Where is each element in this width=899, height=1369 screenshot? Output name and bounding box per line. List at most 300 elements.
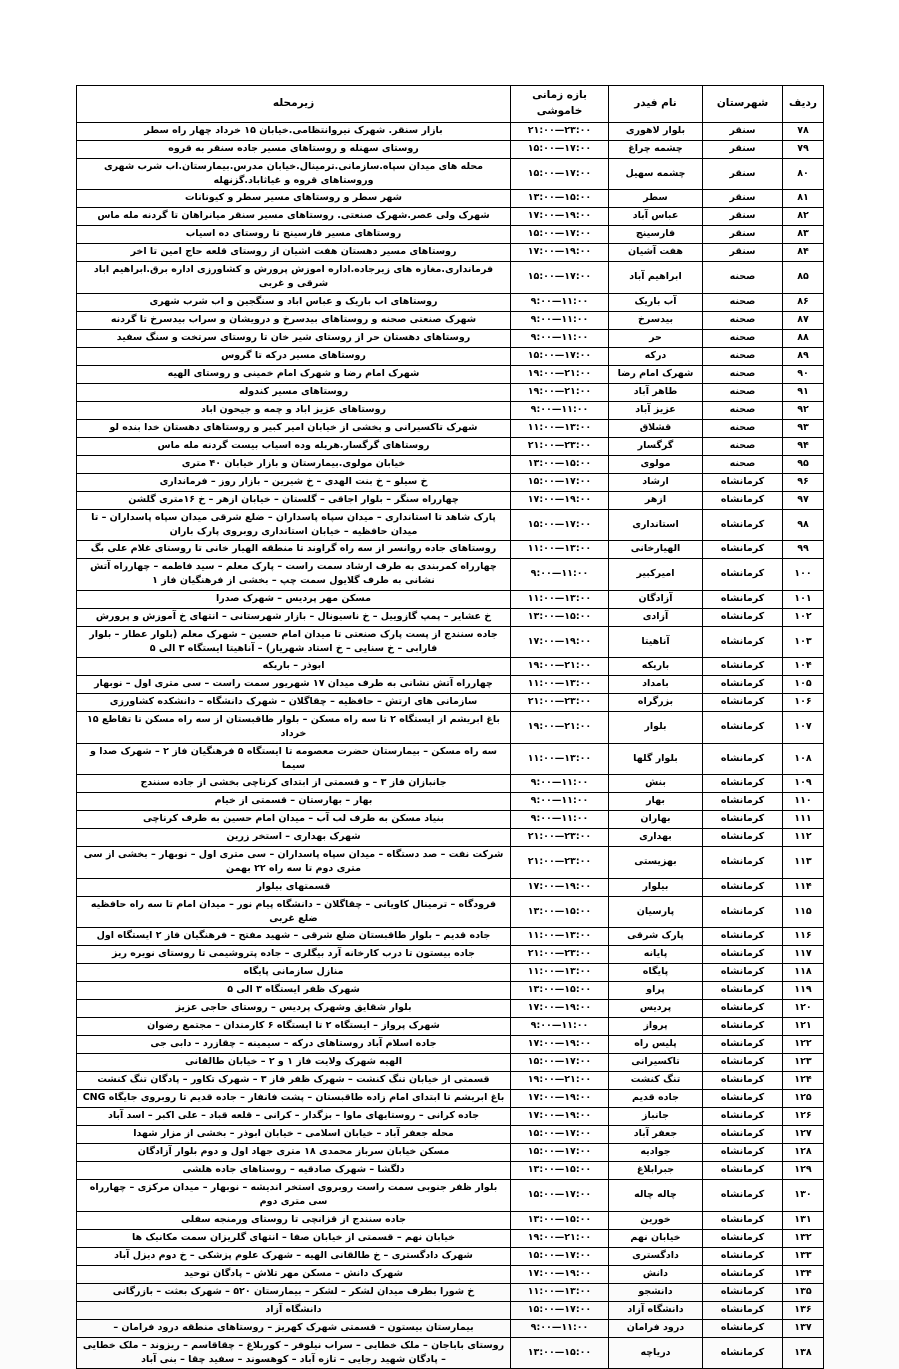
table-row <box>77 1090 824 1108</box>
table-row <box>77 946 824 964</box>
feeder-cell: الهیارخانی <box>609 541 703 559</box>
row-number-cell: ۱۲۶ <box>783 1108 824 1126</box>
feeder-cell: بیدسرخ <box>609 311 703 329</box>
time-range-cell: ۱۵:۰۰—۱۷:۰۰ <box>511 226 609 244</box>
feeder-cell: چاله چاله <box>609 1180 703 1212</box>
subarea-cell: باغ ابریشم از ایستگاه ۲ تا سه راه مسکن – بلوار طاقبستان از سه راه مسکن تا تقاطع ۱۵ خرداد <box>77 712 511 744</box>
feeder-cell: امیرکبیر <box>609 559 703 591</box>
time-range-cell: ۱۵:۰۰—۱۷:۰۰ <box>511 262 609 294</box>
table-row <box>77 1108 824 1126</box>
time-range-cell: ۱۷:۰۰—۱۹:۰۰ <box>511 626 609 658</box>
subarea-cell: باغ ابریشم تا ابتدای امام زاده طاقبستان – پشت فانفار – جاده قدیم تا روبروی جایگاه CNG <box>77 1090 511 1108</box>
subarea-cell: بلوار ظفر جنوبی سمت راست روبروی استخر اندیشه – نوبهار – میدان مرکزی – چهارراه سی متری دوم <box>77 1180 511 1212</box>
subarea-cell: خ سیلو – خ بنت الهدی – خ شیرین – بازار روز – فرمانداری <box>77 473 511 491</box>
feeder-cell: جوادیه <box>609 1144 703 1162</box>
row-number-cell: ۱۱۲ <box>783 829 824 847</box>
county-cell: کرمانشاه <box>703 964 783 982</box>
table-row <box>77 1126 824 1144</box>
feeder-cell: پلیس راه <box>609 1036 703 1054</box>
subarea-cell: فرودگاه – ترمینال کاویانی – چقاگلان – دانشگاه پیام نور – میدان امام تا سه راه حافظیه ضلع غربی <box>77 896 511 928</box>
feeder-cell: سطر <box>609 190 703 208</box>
row-number-cell: ۱۳۷ <box>783 1319 824 1337</box>
county-cell: کرمانشاه <box>703 896 783 928</box>
county-cell: کرمانشاه <box>703 1162 783 1180</box>
subarea-cell: جاده سنندج از پست پارک صنعتی تا میدان امام حسین – شهرک معلم (بلوار عطار – بلوار فارابی – خ سنایی – خ استاد شهریار) – آناهیتا ایستگاه ۳ الی ۵ <box>77 626 511 658</box>
time-range-cell: ۱۵:۰۰—۱۷:۰۰ <box>511 1054 609 1072</box>
feeder-cell: بلوار لاهوری <box>609 122 703 140</box>
time-range-cell: ۱۷:۰۰—۱۹:۰۰ <box>511 1108 609 1126</box>
county-cell: صحنه <box>703 262 783 294</box>
time-range-cell: ۱۵:۰۰—۱۷:۰۰ <box>511 158 609 190</box>
table-row <box>77 437 824 455</box>
row-number-cell: ۸۵ <box>783 262 824 294</box>
county-cell: کرمانشاه <box>703 743 783 775</box>
table-row <box>77 775 824 793</box>
county-cell: کرمانشاه <box>703 1211 783 1229</box>
subarea-cell: جاده سنندج از قزانچی تا روستای ورمنجه سفلی <box>77 1211 511 1229</box>
county-cell: کرمانشاه <box>703 1337 783 1369</box>
time-range-cell: ۱۹:۰۰—۲۱:۰۰ <box>511 383 609 401</box>
time-range-cell: ۹:۰۰—۱۱:۰۰ <box>511 1018 609 1036</box>
feeder-cell: آب باریک <box>609 293 703 311</box>
feeder-cell: بهداری <box>609 829 703 847</box>
feeder-cell: تاکسیرانی <box>609 1054 703 1072</box>
county-cell: کرمانشاه <box>703 878 783 896</box>
subarea-cell: شهرک ظفر ایستگاه ۳ الی ۵ <box>77 982 511 1000</box>
row-number-cell: ۱۰۰ <box>783 559 824 591</box>
feeder-cell: بهار <box>609 793 703 811</box>
subarea-cell: محله های میدان سپاه.سازمانی.ترمینال.خیابان مدرس.بیمارستان.اب شرب شهری وروستاهای قروه و غیاثاباد.گزنهله <box>77 158 511 190</box>
row-number-cell: ۹۴ <box>783 437 824 455</box>
subarea-cell: شهرک صنعتی صحنه و روستاهای بیدسرخ و درویشان و سراب بیدسرخ تا گردنه <box>77 311 511 329</box>
county-cell: کرمانشاه <box>703 1000 783 1018</box>
time-range-cell: ۱۵:۰۰—۱۷:۰۰ <box>511 347 609 365</box>
table-row <box>77 829 824 847</box>
feeder-cell: باریکه <box>609 658 703 676</box>
feeder-cell: دانشگاه آزاد <box>609 1301 703 1319</box>
table-row <box>77 329 824 347</box>
county-cell: کرمانشاه <box>703 946 783 964</box>
time-range-cell: ۱۱:۰۰—۱۳:۰۰ <box>511 928 609 946</box>
time-range-cell: ۱۵:۰۰—۱۷:۰۰ <box>511 509 609 541</box>
feeder-cell: چشمه سهیل <box>609 158 703 190</box>
time-range-cell: ۱۵:۰۰—۱۷:۰۰ <box>511 1144 609 1162</box>
time-range-cell: ۱۱:۰۰—۱۳:۰۰ <box>511 590 609 608</box>
row-number-cell: ۱۰۱ <box>783 590 824 608</box>
subarea-cell: شهرک پرواز – ایستگاه ۲ تا ایستگاه ۶ کارمندان – مجتمع رضوان <box>77 1018 511 1036</box>
subarea-cell: قسمتهای بیلوار <box>77 878 511 896</box>
time-range-cell: ۱۱:۰۰—۱۳:۰۰ <box>511 1283 609 1301</box>
subarea-cell: مسکن خیابان سرباز محمدی ۱۸ متری جهاد اول و دوم بلوار آزادگان <box>77 1144 511 1162</box>
row-number-cell: ۱۱۰ <box>783 793 824 811</box>
subarea-cell: دانشگاه آزاد <box>77 1301 511 1319</box>
subarea-cell: روستای سهنله و روستاهای مسیر جاده سنقر به قروه <box>77 140 511 158</box>
table-row <box>77 1018 824 1036</box>
outage-table-container <box>76 85 823 1369</box>
row-number-cell: ۸۸ <box>783 329 824 347</box>
county-cell: کرمانشاه <box>703 1283 783 1301</box>
county-cell: کرمانشاه <box>703 694 783 712</box>
county-cell: کرمانشاه <box>703 1090 783 1108</box>
time-range-cell: ۱۱:۰۰—۱۳:۰۰ <box>511 541 609 559</box>
feeder-cell: دانشجو <box>609 1283 703 1301</box>
time-range-cell: ۹:۰۰—۱۱:۰۰ <box>511 293 609 311</box>
subarea-cell: بهار – بهارستان – قسمتی از خیام <box>77 793 511 811</box>
subarea-cell: سازمانی های ارتش – حافظیه – چقاگلان – شهرک دانشگاه – دانشکده کشاورزی <box>77 694 511 712</box>
feeder-cell: آزادی <box>609 608 703 626</box>
county-cell: کرمانشاه <box>703 1265 783 1283</box>
row-number-cell: ۱۲۸ <box>783 1144 824 1162</box>
row-number-cell: ۱۱۷ <box>783 946 824 964</box>
time-range-cell: ۱۳:۰۰—۱۵:۰۰ <box>511 190 609 208</box>
time-range-cell: ۱۱:۰۰—۱۳:۰۰ <box>511 419 609 437</box>
row-number-cell: ۸۹ <box>783 347 824 365</box>
county-cell: سنقر <box>703 140 783 158</box>
feeder-cell: درکه <box>609 347 703 365</box>
subarea-cell: بازار سنقر. شهرک نیروانتظامی.خیابان ۱۵ خرداد چهار راه سطر <box>77 122 511 140</box>
subarea-cell: قسمتی از خیابان تنگ کنشت – شهرک ظفر فاز ۳ – شهرک تکاور – پادگان تنگ کنشت <box>77 1072 511 1090</box>
table-row <box>77 1319 824 1337</box>
table-row <box>77 964 824 982</box>
county-cell: کرمانشاه <box>703 1319 783 1337</box>
subarea-cell: شهر سطر و روستاهای مسیر سطر و کیونانات <box>77 190 511 208</box>
county-cell: سنقر <box>703 226 783 244</box>
feeder-cell: بیلوار <box>609 878 703 896</box>
county-cell: کرمانشاه <box>703 775 783 793</box>
time-range-cell: ۲۱:۰۰—۲۳:۰۰ <box>511 829 609 847</box>
county-cell: کرمانشاه <box>703 608 783 626</box>
table-row <box>77 694 824 712</box>
row-number-cell: ۱۳۵ <box>783 1283 824 1301</box>
row-number-cell: ۸۱ <box>783 190 824 208</box>
table-row <box>77 244 824 262</box>
time-range-cell: ۱۷:۰۰—۱۹:۰۰ <box>511 1000 609 1018</box>
county-cell: کرمانشاه <box>703 811 783 829</box>
table-row <box>77 1247 824 1265</box>
subarea-cell: روستاهای جاده روانسر از سه راه گراوند تا منطقه الهیار خانی تا روستای غلام علی بگ <box>77 541 511 559</box>
row-number-cell: ۱۲۳ <box>783 1054 824 1072</box>
time-range-cell: ۱۵:۰۰—۱۷:۰۰ <box>511 1247 609 1265</box>
table-row <box>77 811 824 829</box>
row-number-cell: ۱۳۶ <box>783 1301 824 1319</box>
table-row <box>77 140 824 158</box>
county-cell: سنقر <box>703 208 783 226</box>
subarea-cell: شهرک تاکسیرانی و بخشی از خیابان امیر کبیر و روستاهای دهستان خدا بنده لو <box>77 419 511 437</box>
row-number-cell: ۹۳ <box>783 419 824 437</box>
subarea-cell: بیمارستان بیستون – قسمتی شهرک کهریز – روستاهای منطقه درود فرامان – <box>77 1319 511 1337</box>
row-number-cell: ۱۲۷ <box>783 1126 824 1144</box>
subarea-cell: شهرک ولی عصر.شهرک صنعتی. روستاهای مسیر سنقر میانراهان تا گردنه مله ماس <box>77 208 511 226</box>
table-row <box>77 1144 824 1162</box>
row-number-cell: ۸۴ <box>783 244 824 262</box>
county-cell: کرمانشاه <box>703 847 783 879</box>
time-range-cell: ۲۱:۰۰—۲۳:۰۰ <box>511 946 609 964</box>
feeder-cell: جبرابلاغ <box>609 1162 703 1180</box>
subarea-cell: روستاهای دهستان حر از روستای شیر خان تا روستای سرتخت و سنگ سفید <box>77 329 511 347</box>
row-number-cell: ۷۹ <box>783 140 824 158</box>
county-cell: سنقر <box>703 190 783 208</box>
feeder-cell: پارسیان <box>609 896 703 928</box>
row-number-cell: ۱۱۹ <box>783 982 824 1000</box>
time-range-cell: ۲۱:۰۰—۲۳:۰۰ <box>511 437 609 455</box>
feeder-cell: ارشاد <box>609 473 703 491</box>
subarea-cell: روستای باباجان – ملک خطایی – سراب نیلوفر – کوربلاغ – چقاقاسم – ریزوند – ملک خطایی – پادگان شهید رجایی – تازه آباد – کوهسوند – سفید چقا – بنی آباد <box>77 1337 511 1369</box>
table-row <box>77 1337 824 1369</box>
row-number-cell: ۱۳۸ <box>783 1337 824 1369</box>
feeder-cell: دانش <box>609 1265 703 1283</box>
subarea-cell: الهیه شهرک ولایت فاز ۱ و ۲ – خیابان طالقانی <box>77 1054 511 1072</box>
subarea-cell: چهارراه سنگر – بلوار اجاقی – گلستان – خیابان ازهر – خ ۱۶متری گلشن <box>77 491 511 509</box>
row-number-cell: ۹۵ <box>783 455 824 473</box>
column-header-outage-time: بازه زمانی خاموشی <box>511 86 609 123</box>
subarea-cell: ابوذر – باریکه <box>77 658 511 676</box>
column-header-county: شهرستان <box>703 86 783 123</box>
feeder-cell: خورین <box>609 1211 703 1229</box>
county-cell: کرمانشاه <box>703 829 783 847</box>
feeder-cell: بامداد <box>609 676 703 694</box>
column-header-row-number: ردیف <box>783 86 824 123</box>
county-cell: صحنه <box>703 329 783 347</box>
table-row <box>77 1036 824 1054</box>
row-number-cell: ۱۳۰ <box>783 1180 824 1212</box>
subarea-cell: بلوار شقایق وشهرک پردیس – روستای حاجی عزیز <box>77 1000 511 1018</box>
table-row <box>77 1054 824 1072</box>
county-cell: صحنه <box>703 293 783 311</box>
subarea-cell: شهرک بهداری – استخر زرین <box>77 829 511 847</box>
table-row <box>77 712 824 744</box>
row-number-cell: ۱۳۴ <box>783 1265 824 1283</box>
subarea-cell: پارک شاهد تا استانداری – میدان سپاه پاسداران – ضلع شرقی میدان سپاه پاسداران – تا میدان حافظیه – خیابان استانداری روبروی پارک باران <box>77 509 511 541</box>
row-number-cell: ۱۱۶ <box>783 928 824 946</box>
county-cell: کرمانشاه <box>703 1144 783 1162</box>
time-range-cell: ۱۵:۰۰—۱۷:۰۰ <box>511 140 609 158</box>
table-row <box>77 509 824 541</box>
county-cell: کرمانشاه <box>703 1018 783 1036</box>
time-range-cell: ۹:۰۰—۱۱:۰۰ <box>511 793 609 811</box>
county-cell: کرمانشاه <box>703 793 783 811</box>
feeder-cell: فارسینج <box>609 226 703 244</box>
feeder-cell: طاهر آباد <box>609 383 703 401</box>
column-header-subarea: زیرمحله <box>77 86 511 123</box>
table-row <box>77 541 824 559</box>
row-number-cell: ۱۰۸ <box>783 743 824 775</box>
row-number-cell: ۱۳۲ <box>783 1229 824 1247</box>
table-header-row <box>77 86 824 123</box>
table-row <box>77 743 824 775</box>
feeder-cell: گرگسار <box>609 437 703 455</box>
table-row <box>77 847 824 879</box>
subarea-cell: روستاهای گرگسار.هریله وده اسیاب بیست گردنه مله ماس <box>77 437 511 455</box>
row-number-cell: ۱۱۵ <box>783 896 824 928</box>
table-row <box>77 590 824 608</box>
feeder-cell: آناهیتا <box>609 626 703 658</box>
outage-schedule-table <box>76 85 824 1369</box>
table-row <box>77 878 824 896</box>
row-number-cell: ۱۲۲ <box>783 1036 824 1054</box>
row-number-cell: ۱۳۳ <box>783 1247 824 1265</box>
time-range-cell: ۱۷:۰۰—۱۹:۰۰ <box>511 1265 609 1283</box>
feeder-cell: عزیز آباد <box>609 401 703 419</box>
time-range-cell: ۲۱:۰۰—۲۳:۰۰ <box>511 847 609 879</box>
feeder-cell: جعفر آباد <box>609 1126 703 1144</box>
county-cell: کرمانشاه <box>703 626 783 658</box>
row-number-cell: ۸۲ <box>783 208 824 226</box>
subarea-cell: روستاهای عزیز اباد و چمه و جیحون اباد <box>77 401 511 419</box>
time-range-cell: ۹:۰۰—۱۱:۰۰ <box>511 559 609 591</box>
feeder-cell: تنگ کنشت <box>609 1072 703 1090</box>
table-row <box>77 658 824 676</box>
table-row <box>77 676 824 694</box>
row-number-cell: ۸۶ <box>783 293 824 311</box>
table-row <box>77 1301 824 1319</box>
table-row <box>77 982 824 1000</box>
feeder-cell: بهزیستی <box>609 847 703 879</box>
time-range-cell: ۹:۰۰—۱۱:۰۰ <box>511 311 609 329</box>
subarea-cell: جانبازان فاز ۳ – و قسمتی از ابتدای کرناچی بخشی از جاده سنندج <box>77 775 511 793</box>
table-row <box>77 365 824 383</box>
feeder-cell: پرواز <box>609 1018 703 1036</box>
time-range-cell: ۹:۰۰—۱۱:۰۰ <box>511 775 609 793</box>
time-range-cell: ۱۷:۰۰—۱۹:۰۰ <box>511 1090 609 1108</box>
table-row <box>77 491 824 509</box>
feeder-cell: شهرک امام رضا <box>609 365 703 383</box>
table-row <box>77 208 824 226</box>
time-range-cell: ۱۳:۰۰—۱۵:۰۰ <box>511 896 609 928</box>
time-range-cell: ۱۹:۰۰—۲۱:۰۰ <box>511 658 609 676</box>
feeder-cell: پارک شرقی <box>609 928 703 946</box>
table-row <box>77 473 824 491</box>
feeder-cell: قشلاق <box>609 419 703 437</box>
table-row <box>77 311 824 329</box>
subarea-cell: چهارراه کمربندی به طرف ارشاد سمت راست – پارک معلم – سید فاطمه – چهارراه آتش نشانی به طرف گلایول سمت چپ – بخشی از فرهنگیان فاز ۱ <box>77 559 511 591</box>
row-number-cell: ۸۳ <box>783 226 824 244</box>
feeder-cell: بلوار <box>609 712 703 744</box>
subarea-cell: خیابان نهم – قسمتی از خیابان صفا – انتهای گلریزان سمت مکانیک ها <box>77 1229 511 1247</box>
feeder-cell: استانداری <box>609 509 703 541</box>
feeder-cell: جاده قدیم <box>609 1090 703 1108</box>
time-range-cell: ۱۱:۰۰—۱۳:۰۰ <box>511 964 609 982</box>
county-cell: صحنه <box>703 419 783 437</box>
table-row <box>77 896 824 928</box>
subarea-cell: دلگشا – شهرک صادقیه – روستاهای جاده هلشی <box>77 1162 511 1180</box>
table-row <box>77 1180 824 1212</box>
row-number-cell: ۱۲۰ <box>783 1000 824 1018</box>
row-number-cell: ۱۲۵ <box>783 1090 824 1108</box>
time-range-cell: ۱۹:۰۰—۲۱:۰۰ <box>511 365 609 383</box>
feeder-cell: آزادگان <box>609 590 703 608</box>
time-range-cell: ۱۳:۰۰—۱۵:۰۰ <box>511 455 609 473</box>
subarea-cell: روستاهای مسیر کندوله <box>77 383 511 401</box>
row-number-cell: ۹۷ <box>783 491 824 509</box>
time-range-cell: ۹:۰۰—۱۱:۰۰ <box>511 329 609 347</box>
row-number-cell: ۱۰۶ <box>783 694 824 712</box>
feeder-cell: هفت آشیان <box>609 244 703 262</box>
time-range-cell: ۱۵:۰۰—۱۷:۰۰ <box>511 1180 609 1212</box>
table-row <box>77 928 824 946</box>
county-cell: کرمانشاه <box>703 1180 783 1212</box>
time-range-cell: ۱۳:۰۰—۱۵:۰۰ <box>511 982 609 1000</box>
time-range-cell: ۱۷:۰۰—۱۹:۰۰ <box>511 1036 609 1054</box>
subarea-cell: روستاهای اب باریک و عباس اباد و سنگجین و اب شرب شهری <box>77 293 511 311</box>
feeder-cell: درود فرامان <box>609 1319 703 1337</box>
table-row <box>77 262 824 294</box>
table-row <box>77 158 824 190</box>
row-number-cell: ۱۱۴ <box>783 878 824 896</box>
table-row <box>77 383 824 401</box>
time-range-cell: ۱۵:۰۰—۱۷:۰۰ <box>511 473 609 491</box>
feeder-cell: بزرگراه <box>609 694 703 712</box>
row-number-cell: ۱۱۳ <box>783 847 824 879</box>
time-range-cell: ۱۱:۰۰—۱۳:۰۰ <box>511 743 609 775</box>
column-header-feeder: نام فیدر <box>609 86 703 123</box>
county-cell: کرمانشاه <box>703 1054 783 1072</box>
table-row <box>77 1072 824 1090</box>
feeder-cell: بهاران <box>609 811 703 829</box>
time-range-cell: ۱۷:۰۰—۱۹:۰۰ <box>511 208 609 226</box>
row-number-cell: ۹۱ <box>783 383 824 401</box>
subarea-cell: خ عشایر – پمپ گازوییل – خ ناسیونال – بازار شهرستانی – انتهای خ آموزش و پرورش <box>77 608 511 626</box>
row-number-cell: ۷۸ <box>783 122 824 140</box>
subarea-cell: منازل سازمانی پایگاه <box>77 964 511 982</box>
subarea-cell: روستاهای مسیر دهستان هفت اشیان از روستای قلعه حاج امین تا اخر <box>77 244 511 262</box>
feeder-cell: ازهر <box>609 491 703 509</box>
table-row <box>77 122 824 140</box>
county-cell: کرمانشاه <box>703 1036 783 1054</box>
county-cell: کرمانشاه <box>703 1108 783 1126</box>
table-row <box>77 455 824 473</box>
time-range-cell: ۲۱:۰۰—۲۳:۰۰ <box>511 122 609 140</box>
county-cell: کرمانشاه <box>703 1301 783 1319</box>
county-cell: کرمانشاه <box>703 590 783 608</box>
table-row <box>77 1283 824 1301</box>
row-number-cell: ۱۰۹ <box>783 775 824 793</box>
table-row <box>77 401 824 419</box>
county-cell: کرمانشاه <box>703 491 783 509</box>
table-row <box>77 559 824 591</box>
table-row <box>77 226 824 244</box>
row-number-cell: ۱۳۱ <box>783 1211 824 1229</box>
row-number-cell: ۱۰۷ <box>783 712 824 744</box>
subarea-cell: خ شورا بطرف میدان لشکر – لشکر – بیمارستان ۵۲۰ – شهرک بعثت – بازرگانی <box>77 1283 511 1301</box>
row-number-cell: ۱۲۹ <box>783 1162 824 1180</box>
row-number-cell: ۱۰۴ <box>783 658 824 676</box>
table-row <box>77 1162 824 1180</box>
table-row <box>77 347 824 365</box>
county-cell: صحنه <box>703 311 783 329</box>
county-cell: کرمانشاه <box>703 541 783 559</box>
row-number-cell: ۹۲ <box>783 401 824 419</box>
time-range-cell: ۹:۰۰—۱۱:۰۰ <box>511 401 609 419</box>
county-cell: سنقر <box>703 244 783 262</box>
county-cell: کرمانشاه <box>703 658 783 676</box>
feeder-cell: دریاچه <box>609 1337 703 1369</box>
table-row <box>77 1211 824 1229</box>
subarea-cell: جاده اسلام آباد روستاهای درکه – سیمینه – چقازرد – دابی جی <box>77 1036 511 1054</box>
row-number-cell: ۸۰ <box>783 158 824 190</box>
feeder-cell: دادگستری <box>609 1247 703 1265</box>
county-cell: کرمانشاه <box>703 1247 783 1265</box>
subarea-cell: شرکت نفت – صد دستگاه – میدان سپاه پاسداران – سی متری اول – نوبهار – بخشی از سی متری دوم تا سه راه ۲۲ بهمن <box>77 847 511 879</box>
county-cell: کرمانشاه <box>703 559 783 591</box>
table-row <box>77 608 824 626</box>
subarea-cell: جاده کرانی – روستایهای ماوا – بزگدار – کرانی – قلعه قباد – علی اکبر – اسد آباد <box>77 1108 511 1126</box>
row-number-cell: ۱۰۵ <box>783 676 824 694</box>
outage-table-body <box>77 122 824 1369</box>
subarea-cell: شهرک دانش – مسکن مهر تلاش – پادگان توحید <box>77 1265 511 1283</box>
time-range-cell: ۱۷:۰۰—۱۹:۰۰ <box>511 491 609 509</box>
county-cell: کرمانشاه <box>703 473 783 491</box>
feeder-cell: حر <box>609 329 703 347</box>
